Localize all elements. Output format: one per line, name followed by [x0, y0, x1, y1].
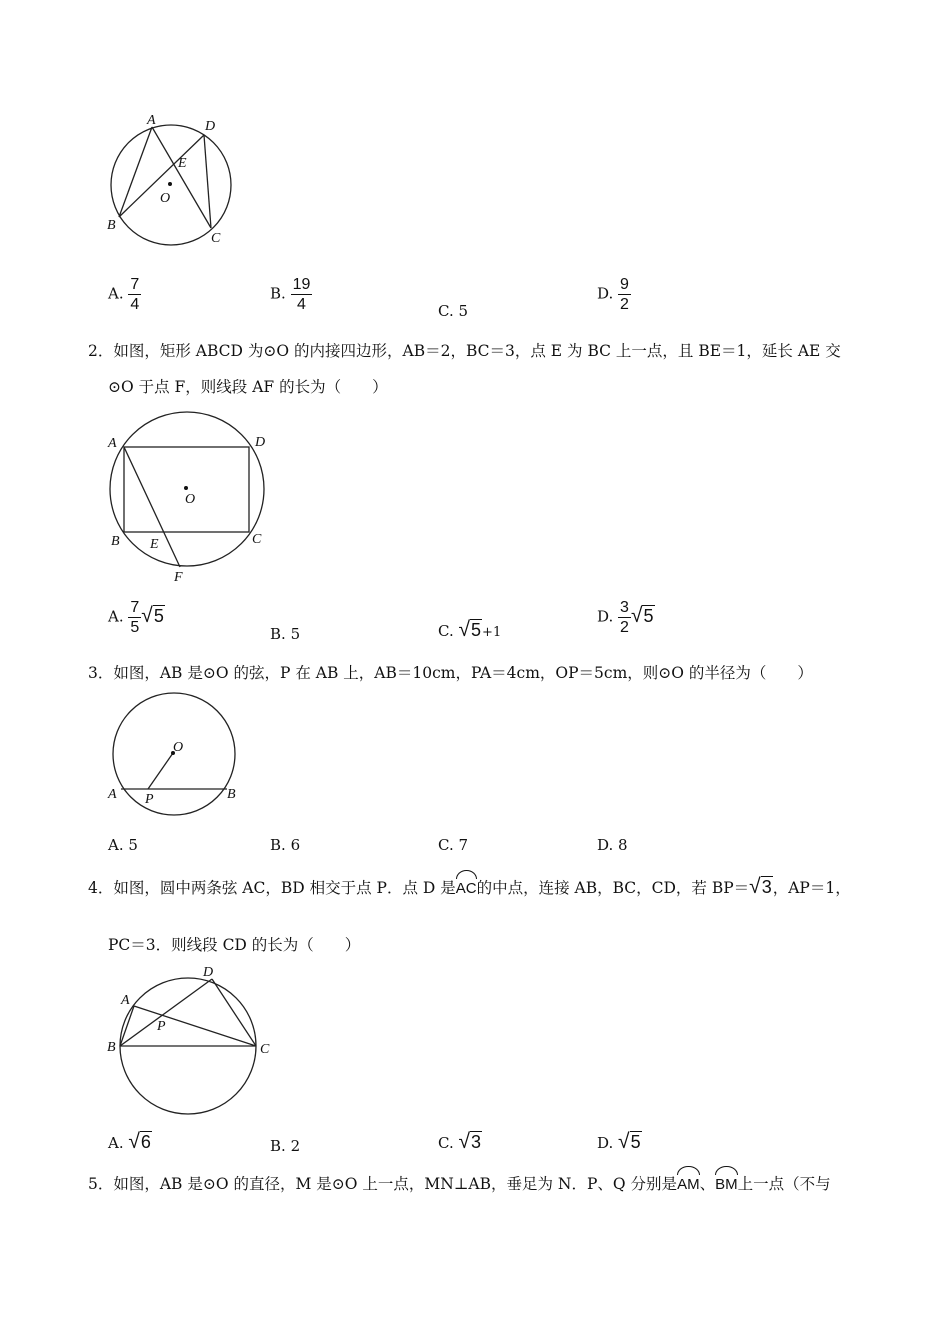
- q4-option-d: D. √5: [597, 1130, 641, 1153]
- q2-option-d-sqrt: √5: [630, 603, 654, 627]
- q5-arc-am: AM: [677, 1174, 700, 1196]
- q2-label-e: E: [150, 537, 159, 552]
- q1-figure: [95, 105, 245, 255]
- q5-text-line1: 5．如图，AB 是⊙O 的直径，M 是⊙O 上一点，MN⊥AB，垂足为 N．P、Q 分别是AM、BM上一点（不与: [88, 1173, 831, 1196]
- q4-option-a: A. √6: [108, 1130, 151, 1153]
- q1-label-o: O: [160, 191, 171, 206]
- q2-option-c-sqrt: √5: [458, 618, 482, 641]
- q4-figure: [100, 960, 285, 1120]
- q2-option-a-fraction: $\frac{7}{5}$: [130, 599, 140, 636]
- q3-option-a: A. 5: [108, 836, 138, 854]
- q2-label-f: F: [174, 570, 183, 585]
- q1-option-d-fraction: $\frac{9}{2}$: [620, 276, 629, 313]
- q3-label-b: B: [227, 787, 236, 802]
- q4-line-ab: [120, 1006, 134, 1046]
- q2-text-line1: 2．如图，矩形 ABCD 为⊙O 的内接四边形，AB＝2，BC＝3，点 E 为 BC 上一点，且 BE＝1，延长 AE 交: [88, 342, 841, 360]
- q1-label-a: A: [147, 113, 156, 128]
- q2-option-d: D. $\frac{3}{2}$ √5: [597, 599, 654, 636]
- q4-arc-ac: AC: [456, 878, 477, 900]
- q2-label-o: O: [185, 492, 196, 507]
- q3-line-op: [148, 753, 173, 789]
- q3-figure: [100, 690, 250, 820]
- q1-option-a-fraction: $\frac{7}{4}$: [130, 276, 140, 313]
- q1-option-b: B. $\frac{19}{4}$: [270, 276, 311, 313]
- q1-option-a: A. $\frac{7}{4}$: [108, 276, 140, 313]
- q3-label-p: P: [145, 792, 154, 807]
- q2-text-line2: ⊙O 于点 F，则线段 AF 的长为（ ）: [108, 378, 388, 396]
- q3-label-a: A: [108, 787, 117, 802]
- q4-chord-ac: [134, 1006, 256, 1046]
- q5-arc-bm: BM: [715, 1174, 738, 1196]
- q2-label-a: A: [108, 436, 117, 451]
- q4-option-d-sqrt: √5: [618, 1130, 641, 1153]
- q2-label-b: B: [111, 534, 120, 549]
- q1-label-e: E: [178, 156, 187, 171]
- q4-line-cd: [212, 979, 256, 1046]
- q1-line-ab: [119, 127, 152, 217]
- q4-text-line1: 4．如图，圆中两条弦 AC，BD 相交于点 P．点 D 是AC的中点，连接 AB，BC，CD，若 BP＝√3，AP＝1，: [88, 875, 851, 898]
- q4-option-c-sqrt: √3: [458, 1130, 482, 1153]
- q4-label-b: B: [107, 1040, 116, 1055]
- q3-text-line1: 3．如图，AB 是⊙O 的弦，P 在 AB 上，AB＝10cm，PA＝4cm，OP＝5cm，则⊙O 的半径为（ ）: [88, 664, 813, 682]
- q4-chord-bd: [120, 979, 212, 1046]
- q1-option-c: C. 5: [438, 302, 469, 320]
- q3-option-b: B. 6: [270, 836, 301, 854]
- q4-label-p: P: [157, 1019, 166, 1034]
- q1-option-d: D. $\frac{9}{2}$: [597, 276, 629, 313]
- q2-label-d: D: [255, 435, 266, 450]
- q3-option-d: D. 8: [597, 836, 628, 854]
- q3-label-o: O: [173, 740, 184, 755]
- q1-line-dc: [204, 135, 211, 228]
- q4-label-d: D: [203, 965, 214, 980]
- q1-label-d: D: [205, 119, 216, 134]
- q2-option-a-sqrt: √5: [141, 603, 164, 627]
- q4-bp-sqrt: √3: [749, 875, 772, 898]
- q2-option-b: B. 5: [270, 625, 301, 643]
- q4-option-b: B. 2: [270, 1137, 301, 1155]
- q2-label-c: C: [252, 532, 262, 547]
- q2-option-a: A. $\frac{7}{5}$ √5: [108, 599, 164, 636]
- q1-label-c: C: [211, 231, 221, 246]
- q1-option-b-fraction: $\frac{19}{4}$: [292, 276, 311, 313]
- q2-figure: [100, 405, 285, 590]
- q4-text-line2: PC＝3．则线段 CD 的长为（ ）: [108, 936, 361, 954]
- q3-option-c: C. 7: [438, 836, 469, 854]
- q4-label-a: A: [121, 993, 130, 1008]
- q1-center-dot: [168, 182, 172, 186]
- q1-label-b: B: [107, 218, 116, 233]
- q4-label-c: C: [260, 1042, 270, 1057]
- q2-option-d-fraction: $\frac{3}{2}$: [620, 599, 629, 636]
- q4-option-a-sqrt: √6: [128, 1130, 151, 1153]
- q4-option-c: C. √3: [438, 1130, 482, 1153]
- q2-center-dot: [184, 486, 188, 490]
- q2-option-c: C. √5+1: [438, 618, 502, 641]
